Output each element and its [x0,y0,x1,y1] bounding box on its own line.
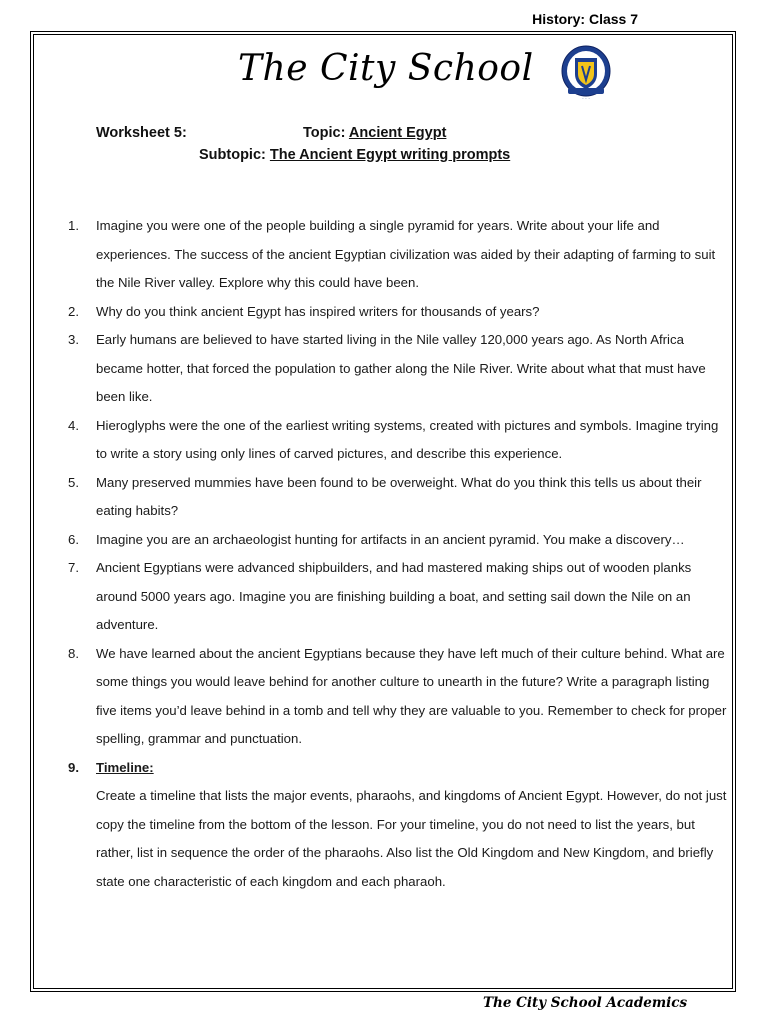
question-text: We have learned about the ancient Egyptians because they have left much of their culture behind. What are some things you would leave behind for another culture to unearth in the future? Write a paragraph listing five items you’d leave behind in a tomb and tell why they are valuable to you. Remember to check for proper spelling, grammar and punctuation. [96,645,727,746]
question-item [68,412,728,469]
school-title: The City School [238,48,534,89]
school-crest-icon [560,44,612,102]
question-text: Hieroglyphs were the one of the earliest writing systems, created with pictures and symbols. Imagine trying to write a story using only lines of carved pictures, and describe this experience. [96,417,719,461]
question-item [68,554,728,640]
question-text: Imagine you were one of the people building a single pyramid for years. Write about your life and experiences. The success of the ancient Egyptian civilization was aided by their adapting of farming to suit the Nile River valley. Explore why this could have been. [96,218,716,290]
question-number: 5. [68,474,79,490]
question-item [68,298,728,327]
question-number: 8. [68,645,79,661]
question-text: Ancient Egyptians were advanced shipbuilders, and had mastered making ships out of wooden planks around 5000 years ago. Imagine you are finishing building a boat, and setting sail down the Nile on an adventure. [96,560,692,632]
svg-text:· · ·: · · · [582,96,590,102]
topic-line [303,125,446,141]
question-text: Imagine you are an archaeologist hunting for artifacts in an ancient pyramid. You make a discovery… [96,531,685,547]
question-text: Early humans are believed to have started living in the Nile valley 120,000 years ago. As North Africa became hotter, that forced the population to gather along the Nile River. Write about what that must have been like. [96,332,706,404]
question-number: 6. [68,531,79,547]
question-number: 9. [68,759,79,775]
subtopic-value: The Ancient Egypt writing prompts [269,147,511,163]
question-item [68,326,728,412]
worksheet-label: Worksheet 5: [96,125,187,141]
question-list [68,212,728,896]
subtopic-line [199,147,510,163]
question-item [68,212,728,298]
question-number: 3. [68,332,79,347]
topic-label: Topic: [303,125,346,141]
question-item [68,526,728,555]
question-item [68,469,728,526]
timeline-text: Create a timeline that lists the major events, pharaohs, and kingdoms of Ancient Egypt. However, do not just copy the timeline from the bottom of the lesson. For your timeline, you do not need to list the years, but rather, list in sequence the order of the pharaohs. Also list the Old Kingdom and New Kingdom, and briefly state one characteristic of each kingdom and each pharaoh. [96,788,727,889]
question-number: 7. [68,560,79,575]
question-text: Many preserved mummies have been found to be overweight. What do you think this tells us about their eating habits? [96,474,702,518]
subtopic-label: Subtopic: [199,147,266,163]
topic-value: Ancient Egypt [348,125,447,141]
question-item [68,640,728,754]
question-number: 4. [68,417,79,433]
question-text: Why do you think ancient Egypt has inspired writers for thousands of years? [96,303,540,319]
class-label: History: Class 7 [532,11,638,27]
question-number: 2. [68,303,79,319]
question-number: 1. [68,218,79,233]
footer-text: The City School Academics [483,995,688,1011]
timeline-item [68,754,728,897]
timeline-title: Timeline: [96,759,154,775]
